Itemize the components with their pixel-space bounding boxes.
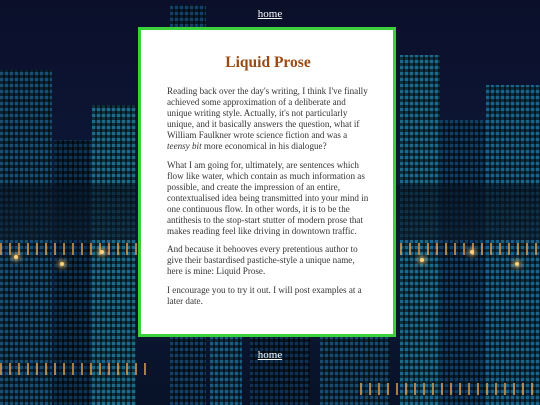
paragraph-text: more economical in his dialogue? — [201, 141, 327, 152]
window-lights — [0, 363, 150, 375]
street-lamp — [515, 262, 519, 266]
emphasis-text: teensy bit — [167, 141, 202, 152]
street-lamp — [14, 255, 18, 259]
article-paragraph-2: What I am going for, ultimately, are sentences which flow like water, which contain as much information as possible, and create the impression of an entire, contextualised idea being transmitted into your mind in one continuous flow. In other words, it is to be the antithesis to the stop-start stutter of modern prose that makes reading feel like driving in downtown traffic. — [167, 159, 369, 237]
article-title: Liquid Prose — [225, 54, 311, 71]
article-paragraph-4: I encourage you to try it out. I will post examples at a later date. — [167, 284, 362, 306]
home-link-top[interactable]: home — [257, 8, 283, 20]
home-link-bottom[interactable]: home — [257, 349, 283, 361]
article-card — [138, 27, 396, 337]
building — [440, 120, 486, 405]
street-lamp — [100, 250, 104, 254]
article-paragraph-3: And because it behooves every pretentious author to give their bastardised pastiche-style a unique name, here is mine: Liquid Prose. — [167, 244, 358, 277]
street-lamp — [470, 250, 474, 254]
article-paragraph-1 — [167, 86, 369, 153]
paragraph-text: Reading back over the day's writing, I think I've finally achieved some approximation of a deliberate and unique writing style. Actually, it's not particularly unique, and it basically answers the question, what if William Faulkner wrote science fiction and was a — [167, 86, 368, 141]
window-lights — [0, 243, 140, 255]
street-lamp — [420, 258, 424, 262]
street-lamp — [60, 262, 64, 266]
window-lights — [360, 383, 540, 395]
